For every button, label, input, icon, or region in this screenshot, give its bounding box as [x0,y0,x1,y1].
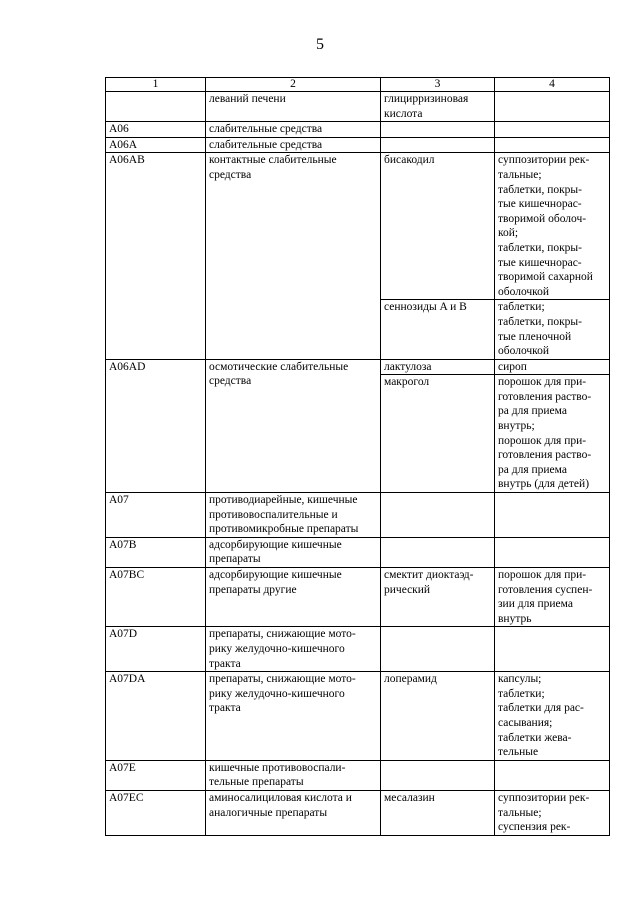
atc-code-cell: A07BC [106,568,206,627]
atc-code-cell: A06A [106,137,206,153]
atc-code-cell: A07EC [106,790,206,835]
atc-code-cell: A07B [106,537,206,567]
table-row [106,122,610,138]
table-row [106,537,610,567]
dosage-form-cell: капсулы; таблетки; таблетки для рас- сасывания; таблетки жева- тельные [495,672,610,761]
dosage-form-cell: таблетки; таблетки, покры- тые пленочной оболочкой [495,300,610,359]
table-body [106,92,610,836]
substance-name-cell: бисакодил [381,153,495,300]
dosage-form-cell [495,122,610,138]
table-row [106,568,610,627]
dosage-form-cell [495,137,610,153]
dosage-form-cell: порошок для при- готовления раство- ра для приема внутрь; порошок для при- готовления раство- ра для приема внутрь (для детей) [495,375,610,493]
anatomical-group-cell: препараты, снижающие мото- рику желудочно-кишечного тракта [206,627,381,672]
column-header: 2 [206,78,381,92]
atc-code-cell: A06AB [106,153,206,359]
anatomical-group-cell: осмотические слабительные средства [206,359,381,492]
anatomical-group-cell: контактные слабительные средства [206,153,381,359]
dosage-form-cell: суппозитории рек- тальные; суспензия рек- [495,790,610,835]
table-header-row [106,78,610,92]
substance-name-cell: макрогол [381,375,495,493]
anatomical-group-cell: кишечные противовоспали- тельные препараты [206,760,381,790]
dosage-form-cell: сироп [495,359,610,375]
anatomical-group-cell: слабительные средства [206,137,381,153]
substance-name-cell: лоперамид [381,672,495,761]
anatomical-group-cell: слабительные средства [206,122,381,138]
page-number: 5 [316,36,324,53]
substance-name-cell [381,493,495,538]
atc-code-cell: A06 [106,122,206,138]
anatomical-group-cell: противодиарейные, кишечные противовоспалительные и противомикробные препараты [206,493,381,538]
table-row [106,359,610,375]
substance-name-cell: смектит диоктаэд- рический [381,568,495,627]
substance-name-cell [381,627,495,672]
dosage-form-cell [495,493,610,538]
substance-name-cell: месалазин [381,790,495,835]
table-row [106,92,610,122]
anatomical-group-cell: препараты, снижающие мото- рику желудочно-кишечного тракта [206,672,381,761]
substance-name-cell: сеннозиды A и B [381,300,495,359]
dosage-form-cell [495,627,610,672]
substance-name-cell [381,760,495,790]
table-row [106,493,610,538]
dosage-form-cell: порошок для при- готовления суспен- зии для приема внутрь [495,568,610,627]
atc-code-cell: A07D [106,627,206,672]
anatomical-group-cell: адсорбирующие кишечные препараты [206,537,381,567]
table-row [106,153,610,300]
anatomical-group-cell: аминосалициловая кислота и аналогичные препараты [206,790,381,835]
dosage-form-cell: суппозитории рек- тальные; таблетки, покры- тые кишечнорас- творимой оболоч- кой; таблетки, покры- тые кишечнорас- творимой сахарной оболочкой [495,153,610,300]
substance-name-cell [381,537,495,567]
dosage-form-cell [495,537,610,567]
atc-code-cell: A07DA [106,672,206,761]
atc-code-cell: A07E [106,760,206,790]
atc-code-cell: A06AD [106,359,206,492]
table-row [106,790,610,835]
substance-name-cell: лактулоза [381,359,495,375]
substance-name-cell [381,122,495,138]
medicines-table [105,77,610,836]
column-header: 1 [106,78,206,92]
dosage-form-cell [495,760,610,790]
table-row [106,760,610,790]
atc-code-cell: A07 [106,493,206,538]
anatomical-group-cell: леваний печени [206,92,381,122]
substance-name-cell [381,137,495,153]
table-row [106,137,610,153]
dosage-form-cell [495,92,610,122]
substance-name-cell: глицирризиновая кислота [381,92,495,122]
table-row [106,627,610,672]
anatomical-group-cell: адсорбирующие кишечные препараты другие [206,568,381,627]
column-header: 3 [381,78,495,92]
table-row [106,672,610,761]
column-header: 4 [495,78,610,92]
atc-code-cell [106,92,206,122]
